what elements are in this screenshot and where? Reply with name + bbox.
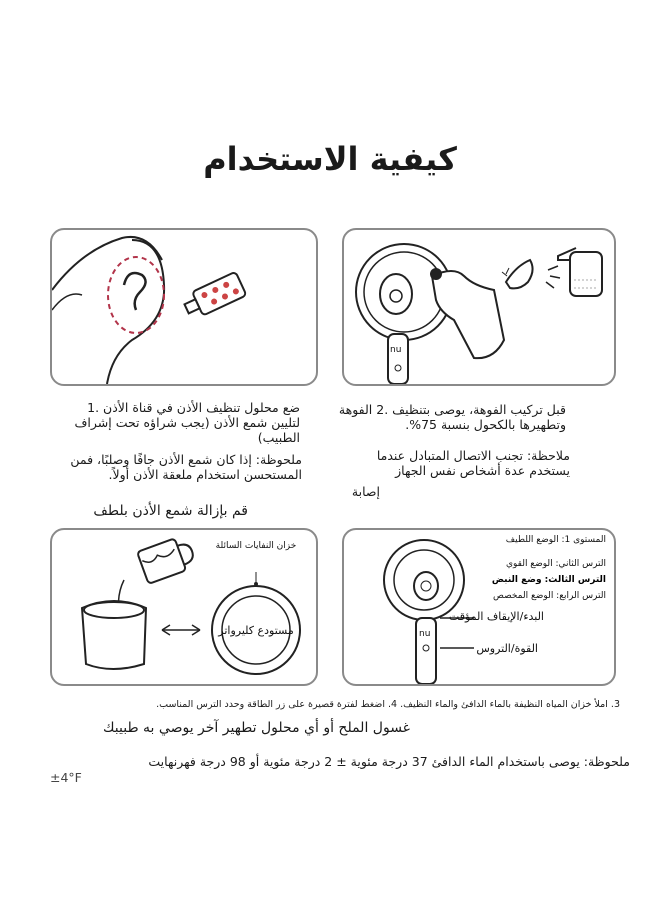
level-2-label: الترس الثاني: الوضع القوي bbox=[505, 559, 606, 569]
temperature-tail: ±4°F bbox=[50, 770, 82, 785]
wash-line: غسول الملح أو أي محلول تطهير آخر يوصي به طبيبك bbox=[102, 720, 410, 736]
reservoir-label: مستودع كليرواتر bbox=[218, 624, 294, 637]
temperature-note: ملحوظة: يوصى باستخدام الماء الدافئ 37 درجة مئوية ± 2 درجة مئوية أو 98 درجة فهرنهايت bbox=[148, 754, 630, 769]
panel-nozzle-cleaning bbox=[342, 228, 616, 386]
step-1-text: ضع محلول تنظيف الأذن في قناة الأذن .1 لتليين شمع الأذن (يجب شراؤه تحت إشراف الطبيب) bbox=[74, 400, 300, 445]
panel-device-controls bbox=[342, 528, 616, 686]
power-gears-label: القوة/التروس bbox=[476, 642, 538, 655]
device-brand: nu bbox=[419, 629, 431, 639]
step-1-extra: قم بإزالة شمع الأذن بلطف bbox=[93, 503, 248, 519]
panel-ear-drops bbox=[50, 228, 318, 386]
level-1-label: المستوى 1: الوضع اللطيف bbox=[505, 535, 606, 545]
start-pause-label: البدء/الإيقاف المؤقت bbox=[448, 610, 544, 623]
step-2-note: ملاحظة: تجنب الاتصال المتبادل عندما يستخدم عدة أشخاص نفس الجهاز bbox=[376, 448, 570, 478]
tank-label: خزان النفايات السائلة bbox=[215, 541, 297, 551]
level-3-label: الترس الثالث: وضع النبض bbox=[491, 575, 606, 585]
step-2-text: قبل تركيب الفوهة، يوصى بتنظيف .2 الفوهة وتطهيرها بالكحول بنسبة 75%. bbox=[338, 402, 566, 432]
device-controls-illustration bbox=[344, 530, 614, 684]
level-4-label: الترس الرابع: الوضع المخصص bbox=[493, 591, 606, 601]
step-2-extra: إصابة bbox=[351, 484, 380, 499]
step-1-note: ملحوظة: إذا كان شمع الأذن جافًا وصلبًا، فمن المستحسن استخدام ملعقة الأذن أولاً. bbox=[70, 452, 302, 482]
water-tank-illustration bbox=[52, 530, 316, 684]
page-title: كيفية الاستخدام bbox=[203, 140, 457, 178]
step-3-4-text: 3. املأ خزان المياه النظيفة بالماء الدافئ والماء النظيف. 4. اضغط لفترة قصيرة على زر الطاقة وحدد الترس المناسب. bbox=[156, 699, 620, 710]
nozzle-cleaning-illustration bbox=[344, 230, 614, 384]
ear-illustration bbox=[52, 230, 316, 384]
panel-water-tank bbox=[50, 528, 318, 686]
brand-mark: nu bbox=[390, 345, 402, 355]
